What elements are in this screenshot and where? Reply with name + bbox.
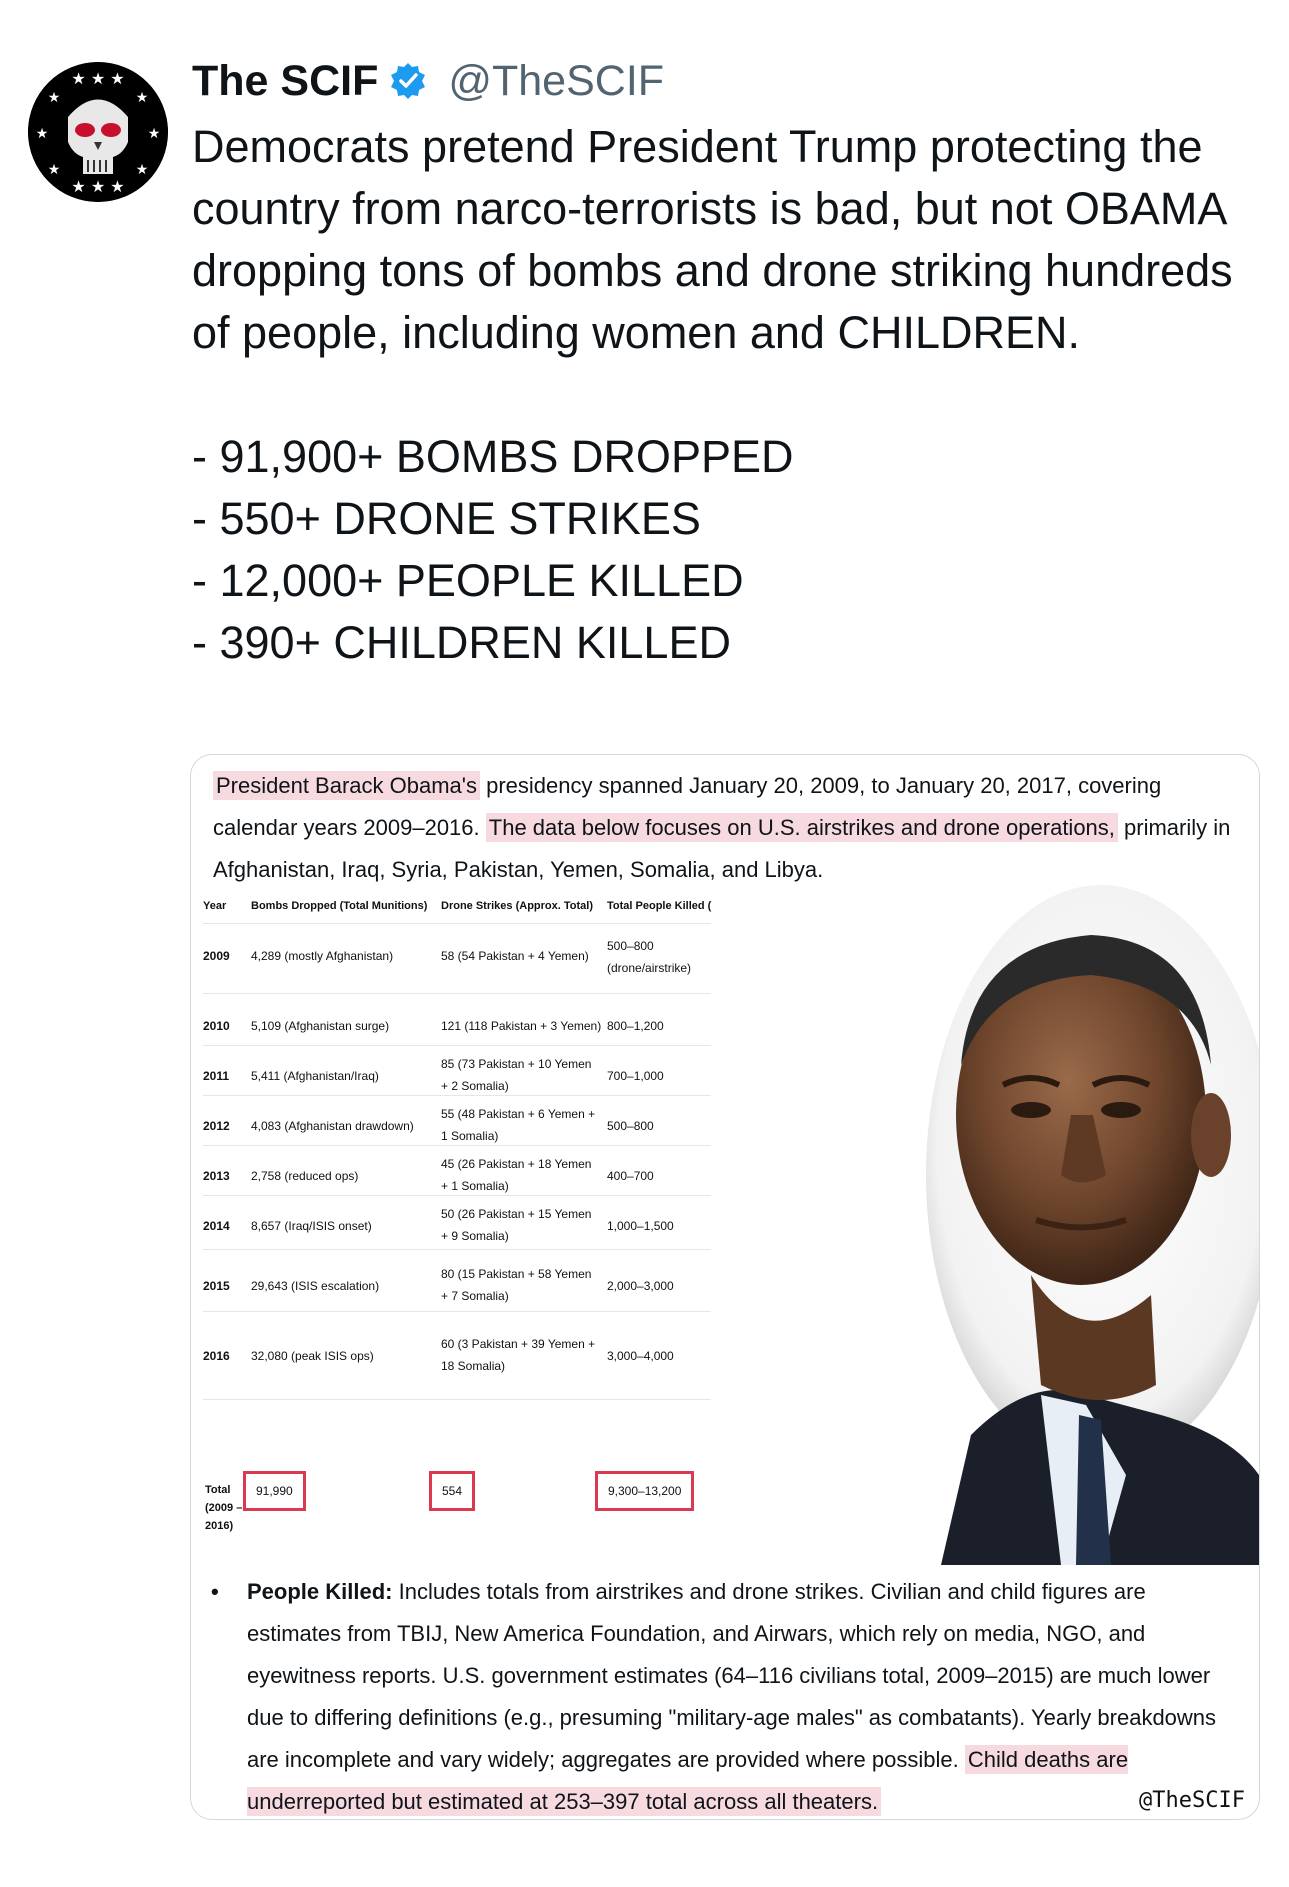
table-cell-drones: 58 (54 Pakistan + 4 Yemen) <box>441 949 589 963</box>
svg-text:★: ★ <box>35 126 49 142</box>
highlight: Child deaths are underreported but estimated at 253–397 total across all theaters. <box>247 1747 1129 1814</box>
table-cell-year: 2010 <box>203 1019 230 1033</box>
tweet-header <box>192 52 664 110</box>
column-header-year: Year <box>203 900 227 912</box>
table-cell-year: 2012 <box>203 1119 230 1133</box>
table-cell-drones: 45 (26 Pakistan + 18 Yemen + 1 Somalia) <box>441 1157 592 1193</box>
display-name[interactable]: The SCIF <box>192 56 379 105</box>
intro-text: primarily in Afghanistan, Iraq, Syria, Pakistan, Yemen, Somalia, and Libya. <box>213 815 1231 882</box>
table-cell-bombs: 5,109 (Afghanistan surge) <box>251 1019 390 1033</box>
table-cell-bombs: 32,080 (peak ISIS ops) <box>251 1349 374 1363</box>
table-cell-drones: 60 (3 Pakistan + 39 Yemen + 18 Somalia) <box>441 1337 596 1373</box>
table-cell-killed: 800–1,200 <box>607 1019 664 1033</box>
tweet-text <box>192 116 1262 674</box>
highlight: President Barack Obama's <box>213 771 480 800</box>
table-cell-killed: 700–1,000 <box>607 1069 664 1083</box>
note-bold: People Killed: <box>247 1579 393 1604</box>
svg-text:★ ★ ★: ★ ★ ★ <box>71 69 125 88</box>
handle[interactable]: @TheSCIF <box>448 56 665 105</box>
table-cell-killed: 2,000–3,000 <box>607 1279 674 1293</box>
table-cell-bombs: 2,758 (reduced ops) <box>251 1169 359 1183</box>
table-cell-bombs: 5,411 (Afghanistan/Iraq) <box>251 1069 379 1083</box>
tweet-paragraph: Democrats pretend President Trump protecting the country from narco-terrorists is bad, but not OBAMA dropping tons of bombs and drone striking hundreds of people, including women and CHILDREN. <box>192 121 1233 358</box>
note-text: Includes totals from airstrikes and drone strikes. Civilian and child figures are estimates from TBIJ, New America Foundation, and Airwars, which rely on media, NGO, and eyewitness reports. U.S. government estimates (64–116 civilians total, 2009–2015) are much lower due to differing definitions (e.g., presuming "military-age males" as combatants). Yearly breakdowns are incomplete and vary widely; aggregates are provided where possible. <box>247 1579 1217 1772</box>
column-header-killed: Total People Killed ( <box>607 900 712 912</box>
table-cell-killed: 1,000–1,500 <box>607 1219 674 1233</box>
table-cell-drones: 55 (48 Pakistan + 6 Yemen + 1 Somalia) <box>441 1107 596 1143</box>
table-cell-bombs: 4,289 (mostly Afghanistan) <box>251 949 394 963</box>
table-cell-year: 2015 <box>203 1279 230 1293</box>
table-cell-bombs: 4,083 (Afghanistan drawdown) <box>251 1119 414 1133</box>
list-item: - 390+ CHILDREN KILLED <box>192 617 731 668</box>
list-item: - 91,900+ BOMBS DROPPED <box>192 431 794 482</box>
table-cell-drones: 121 (118 Pakistan + 3 Yemen) <box>441 1019 602 1033</box>
table-cell-killed: 500–800 <box>607 1119 654 1133</box>
table-cell-killed: 400–700 <box>607 1169 654 1183</box>
column-header-drones: Drone Strikes (Approx. Total) <box>441 900 593 912</box>
total-drones-box: 554 <box>429 1471 475 1511</box>
verified-badge-icon <box>388 61 428 101</box>
svg-text:★: ★ <box>135 90 149 106</box>
table-cell-bombs: 29,643 (ISIS escalation) <box>251 1279 380 1293</box>
column-header-bombs: Bombs Dropped (Total Munitions) <box>251 900 428 912</box>
attached-image[interactable] <box>190 754 1260 1820</box>
list-item: - 12,000+ PEOPLE KILLED <box>192 555 744 606</box>
table-cell-bombs: 8,657 (Iraq/ISIS onset) <box>251 1219 372 1233</box>
table-cell-year: 2011 <box>203 1069 230 1083</box>
table-cell-year: 2016 <box>203 1349 230 1363</box>
image-intro <box>213 765 1233 891</box>
table-cell-drones: 80 (15 Pakistan + 58 Yemen + 7 Somalia) <box>441 1267 592 1303</box>
skull-logo-icon <box>28 62 168 202</box>
table-cell-killed: 500–800 (drone/airstrike) <box>607 939 692 975</box>
intro-text: presidency spanned January 20, 2009, to January 20, 2017, covering calendar years 2009–2016. <box>213 773 1162 840</box>
notes <box>211 1571 1241 1820</box>
svg-text:★: ★ <box>135 162 149 178</box>
bullet: • <box>211 1579 219 1604</box>
svg-text:★: ★ <box>147 126 161 142</box>
table-cell-year: 2013 <box>203 1169 230 1183</box>
table-cell-killed: 3,000–4,000 <box>607 1349 674 1363</box>
watermark: @TheSCIF <box>1139 1788 1245 1813</box>
total-killed-box: 9,300–13,200 <box>595 1471 694 1511</box>
total-label: Total (2009 –2016) <box>205 1484 243 1532</box>
svg-text:★: ★ <box>47 90 61 106</box>
svg-text:★ ★ ★: ★ ★ ★ <box>71 177 125 196</box>
table-cell-year: 2014 <box>203 1219 230 1233</box>
list-item: - 550+ DRONE STRIKES <box>192 493 701 544</box>
table-cell-drones: 50 (26 Pakistan + 15 Yemen + 9 Somalia) <box>441 1207 592 1243</box>
svg-text:★: ★ <box>47 162 61 178</box>
highlight: The data below focuses on U.S. airstrikes and drone operations, <box>486 813 1118 842</box>
portrait-photo <box>911 875 1259 1565</box>
table-cell-year: 2009 <box>203 949 230 963</box>
table-cell-drones: 85 (73 Pakistan + 10 Yemen + 2 Somalia) <box>441 1057 592 1093</box>
total-bombs-box: 91,990 <box>243 1471 306 1511</box>
avatar[interactable] <box>28 62 168 202</box>
